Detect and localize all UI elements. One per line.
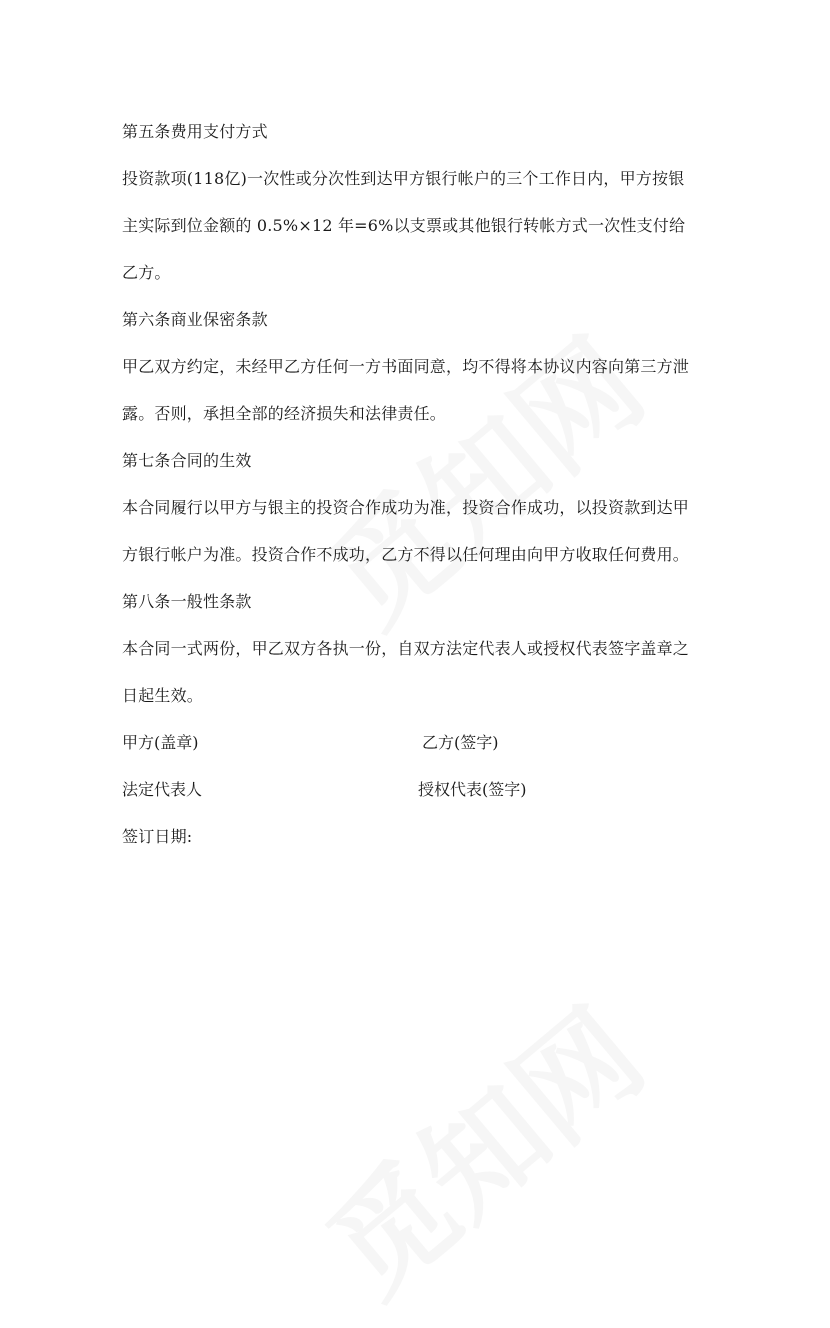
paragraph-line: 投资款项(118亿)一次性或分次性到达甲方银行帐户的三个工作日内，甲方按银 [122, 169, 685, 188]
paragraph-line: 本合同履行以甲方与银主的投资合作成功为准，投资合作成功，以投资款到达甲 [122, 498, 690, 517]
paragraph-line: 本合同一式两份，甲乙双方各执一份，自双方法定代表人或授权代表签字盖章之 [122, 639, 690, 658]
paragraph-line: 方银行帐户为准。投资合作不成功，乙方不得以任何理由向甲方收取任何费用。 [122, 545, 690, 564]
party-b-sign-label: 乙方(签字) [422, 733, 499, 752]
paragraph-line: 甲乙双方约定，未经甲乙方任何一方书面同意，均不得将本协议内容向第三方泄 [122, 357, 690, 376]
paragraph-line: 主实际到位金额的 0.5%×12 年=6%以支票或其他银行转帐方式一次性支付给 [122, 216, 686, 235]
signature-row [122, 766, 722, 813]
sign-date-label: 签订日期: [122, 827, 193, 846]
watermark [287, 964, 673, 1327]
authorized-rep-label: 授权代表(签字) [418, 780, 527, 799]
document-body [122, 108, 722, 860]
legal-rep-label: 法定代表人 [122, 780, 203, 799]
section-heading: 第八条一般性条款 [122, 592, 252, 611]
party-a-seal-label: 甲方(盖章) [122, 733, 199, 752]
section-heading: 第五条费用支付方式 [122, 122, 268, 141]
section-heading: 第六条商业保密条款 [122, 310, 268, 329]
paragraph-line: 露。否则，承担全部的经济损失和法律责任。 [122, 404, 447, 423]
section-heading: 第七条合同的生效 [122, 451, 252, 470]
paragraph-line: 日起生效。 [122, 686, 204, 705]
signature-row [122, 719, 722, 766]
paragraph-line: 乙方。 [122, 263, 171, 282]
